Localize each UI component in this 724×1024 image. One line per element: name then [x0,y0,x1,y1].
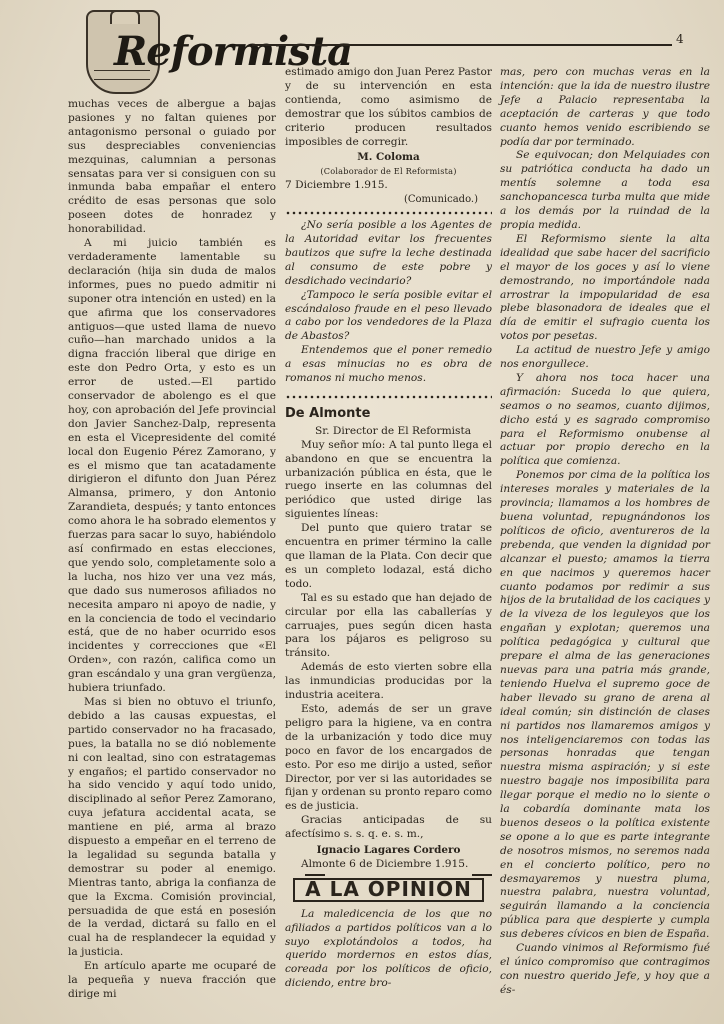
comunicado-label: (Comunicado.) [403,194,478,206]
paragraph: mas, pero con muchas veras en la intención: que la ida de nuestro ilustre Jefe a Palacio representaba la aceptación de carteras y que todo cuanto hemos venido escribiendo se podía dar por terminado. [500,66,710,148]
paragraph: muchas veces de albergue a bajas pasiones y no faltan quienes por antagonismo personal o guiado por sus despreciables conveniencias mezquinas, calumnian a personas sensatas para ver si consiguen con su inmunda baba empañar el entero crédito de esas personas que solo poseen dotes de honradez y honorabilidad. [68,98,276,236]
newspaper-logo [72,10,353,92]
opinion-banner: A LA OPINION [293,878,484,902]
paragraph: La actitud de nuestro Jefe y amigo nos enorgullece. [500,344,710,371]
column-1 [68,98,276,1002]
signature: Ignacio Lagares Cordero [316,844,461,857]
column-3 [500,66,710,998]
paragraph: Ponemos por cima de la política los intereses morales y materiales de la provincia; llamamos a los hombres de buena voluntad, repugnándonos los políticos de oficio, aventureros de la prebenda, que venden la dignidad por alcanzar el puesto; amamos la tierra en que nacimos y queremos hacer cuanto podamos por redimir a sus hijos de la brutalidad de los caciques y de la viveza de los leguleyos que los engañan y explotan; queremos una política pedagógica y cultural que prepare el alma de las generaciones nuevas para una patria más grande, teniendo Huelva el supremo goce de haber llevado su grano de arena al ideal común; sin distinción de clases ni partidos nos llamaremos amigos y nos inteligenciaremos con todas las personas honradas que tengan nuestra misma aspiración; y si este nuestro bagaje nos imposibilita para llegar porque el medio no lo siente o la cobardía dominante mata los buenos deseos o la política existente se opone a lo que es parte integrante de nosotros mismos, no seremos nada en el concierto político, pero no desmayaremos y nuestra pluma, nuestra palabra, nuestra voluntad, seguirán llamando a la conciencia pública para que despierte y cumpla sus deberes cívicos en bien de España. [500,469,710,941]
paragraph: En artículo aparte me ocuparé de la pequeña y nueva fracción que dirige mi [68,960,276,1000]
dotted-divider [285,394,492,400]
page-number: 4 [676,32,684,46]
paragraph: Del punto que quiero tratar se encuentra en primer término la calle que llaman de la Plata. Con decir que es un completo lodazal, está dicho todo. [285,522,492,590]
paragraph: ¿No sería posible a los Agentes de la Autoridad evitar los frecuentes bautizos que sufre la leche destinada al consumo de este pobre y desdichado vecindario? [285,219,492,287]
paragraph: Y ahora nos toca hacer una afirmación: Suceda lo que quiera, seamos o no seamos, cuanto dijimos, dicho está y es sagrado compromiso para el Reformismo onubense al actuar por propio derecho en la política que comienza. [500,371,710,468]
paragraph: Cuando vinimos al Reformismo fué el único compromiso que contragimos con nuestro querido Jefe, y hoy que a és- [500,942,710,996]
signature: M. Coloma [357,151,420,164]
paragraph: ¿Tampoco le sería posible evitar el escándaloso fraude en el peso llevado a cabo por los vendedores de la Plaza de Abastos? [285,288,492,343]
paragraph: Se equivocan; don Melquiades con su patriótica conducta ha dado un mentís solemne a toda esa sanchopancesca turba multa que mide a los demás por la ruindad de la propia medida. [500,149,710,231]
paragraph: Mas si bien no obtuvo el triunfo, debido a las causas expuestas, el partido conservador no ha fracasado, pues, la batalla no se dió noblemente ni con lealtad, sino con estratagemas y engaños; el partido conservador no ha sido vencido y aquí todo unido, disciplinado al señor Perez Zamorano, cuya jefatura accidental acata, se mantiene en pié, arma al brazo dispuesto a empeñar en el terreno de la legalidad su segunda batalla y demostrar su poder al enemigo. Mientras tanto, abriga la confianza de que la Excma. Comisión provincial, persuadida de que está en posesión de la verdad, dictará su fallo en el cual ha de resplandecer la equidad y la justicia. [68,695,276,959]
paragraph: Gracias anticipadas de su afectísimo s. s. q. e. s. m., [285,814,492,841]
paragraph: Muy señor mío: A tal punto llega el abandono en que se encuentra la urbanización pública en ésta, que le ruego inserte en las columnas del periódico que usted dirige las siguientes líneas: [285,438,492,521]
paragraph: Tal es su estado que han dejado de circular por ella las caballerías y carruajes, pues según dicen hasta para los pájaros es peligroso su tránsito. [285,591,492,660]
paragraph: Entendemos que el poner remedio a esas minucias no es obra de romanos ni mucho menos. [285,344,492,385]
masthead-title: Reformista [114,28,353,75]
dotted-divider [285,210,492,216]
dateline: Almonte 6 de Diciembre 1.915. [301,857,469,870]
salutation: Sr. Director de El Reformista [315,424,472,437]
paragraph: estimado amigo don Juan Perez Pastor y de su intervención en esta contienda, como asimismo de demostrar que los súbitos cambios de criterio producen resultados imposibles de corregir. [285,66,492,148]
paragraph: Esto, además de ser un grave peligro para la higiene, va en contra de la urbanización y todo dice muy poco en favor de los encargados de esto. Por eso me dirijo a usted, señor Director, por ver si las autoridades se fijan y ordenan su pronto reparo como es de justicia. [285,702,492,813]
section-heading: De Almonte [285,405,371,421]
paragraph: La maledicencia de los que no afiliados a partidos políticos van a lo suyo explotándolos a todos, ha querido mordernos en estos días, coreada por los políticos de oficio, diciendo, entre bro- [285,907,492,990]
signature-subtitle: (Colaborador de El Reformista) [320,166,457,177]
column-2 [285,66,492,991]
date: 7 Diciembre 1.915. [285,179,388,192]
paragraph: Además de esto vierten sobre ella las inmundicias producidas por la industria aceitera. [285,661,492,702]
dateline [285,179,492,193]
paragraph: El Reformismo siente la alta idealidad que sabe hacer del sacrificio el mayor de los goces y así lo viene demostrando, no importándole nada arrostrar la impopularidad de esa plebe blasonadora de ideales que el día de emitir el sufragio cuenta los votos por pesetas. [500,232,710,343]
masthead-rule [252,44,672,46]
paragraph: A mi juicio también es verdaderamente lamentable su declaración (hija sin duda de malos informes, pues no puedo admitir ni suponer otra intención en usted) en la que afirma que los conservadores antiguos—que usted llama de nuevo cuño—han marchado unidos a la digna fracción liberal que dirige en este don Pedro Orta, y esto es un error de usted.—El partido conservador de abolengo es el que hoy, con aprobación del Jefe provincial don Javier Sanchez-Dalp, representa en esta el Vicepresidente del comité local don Eugenio Pérez Zamorano, y es el mismo que tan acatadamente dirigieron el difunto don Juan Pérez Almansa, primero, y don Antonio Zarandieta, después; y tanto entonces como ahora le ha sobrado elementos y fuerzas para sacar lo suyo, habiéndolo así confirmado en estas elecciones, que yendo solo, completamente solo a la lucha, nos hizo ver una vez más, que dado sus numerosos afiliados no necesita amparo ni apoyo de nadie, y en la conciencia de todo el vecindario está, que de no haber ocurrido esos incidentes y correcciones que «El Orden», con razón, califica como un gran escándalo y una gran vergüenza, hubiera triunfado. [68,237,276,695]
